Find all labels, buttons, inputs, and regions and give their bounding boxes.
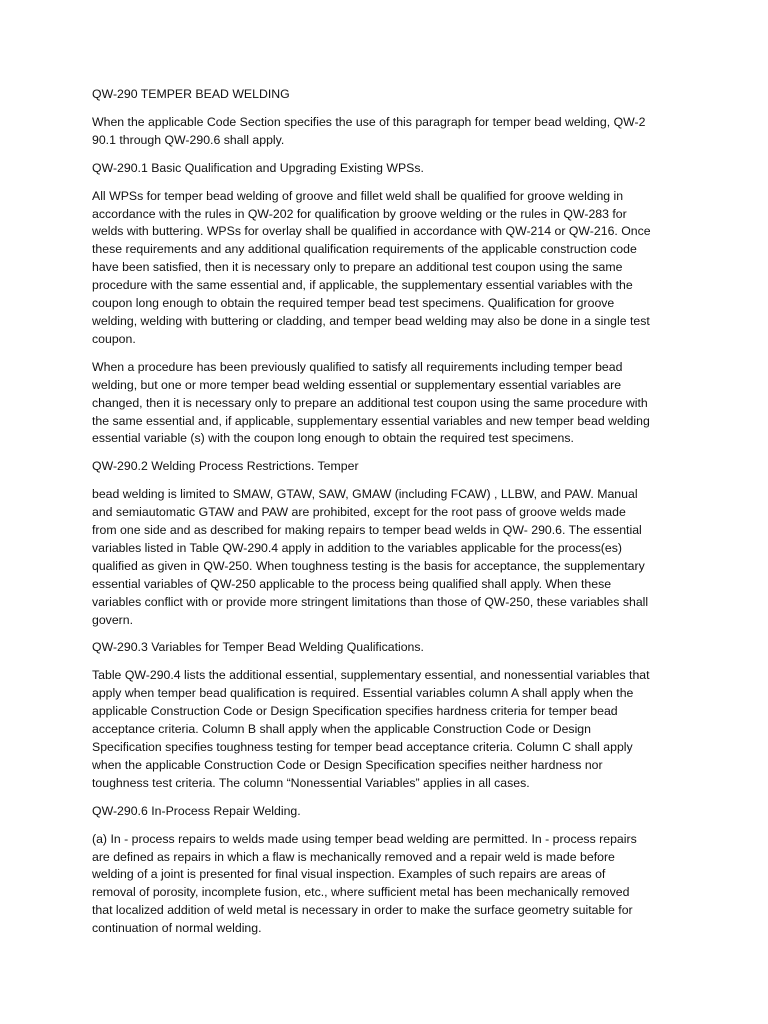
- paragraph-290-1-b: When a procedure has been previously qualified to satisfy all requirements including temper bead welding, but one or more temper bead welding essential or supplementary essential variables are changed, then it is necessary only to prepare an additional test coupon using the same procedure with the same essential and, if applicable, supplementary essential variables and new temper bead welding essential variable (s) with the coupon long enough to obtain the required test specimens.: [92, 359, 650, 446]
- paragraph-290-2: bead welding is limited to SMAW, GTAW, SAW, GMAW (including FCAW) , LLBW, and PAW. Manual and semiautomatic GTAW and PAW are prohibited, except for the root pass of groove welds made from one side and as described for making repairs to temper bead welds in QW- 290.6. The essential variables listed in Table QW-290.4 apply in addition to the variables applicable for the process(es) qualified as given in QW-250. When toughness testing is the basis for acceptance, the supplementary essential variables of QW-250 applicable to the process being qualified shall apply. When these variables conflict with or provide more stringent limitations than those of QW-250, these variables shall govern.: [92, 487, 649, 627]
- section-heading-290-1: QW-290.1 Basic Qualification and Upgrading Existing WPSs.: [92, 160, 424, 175]
- paragraph-290-1-a: All WPSs for temper bead welding of groove and fillet weld shall be qualified for groove welding in accordance with the rules in QW-202 for qualification by groove welding or the rules in QW-283 for welds with buttering. WPSs for overlay shall be qualified in accordance with QW-214 or QW-216. Once these requirements and any additional qualification requirements of the applicable construction code have been satisfied, then it is necessary only to prepare an additional test coupon using the same procedure with the same essential and, if applicable, the supplementary essential variables with the coupon long enough to obtain the required temper bead test specimens. Qualification for groove welding, welding with buttering or cladding, and temper bead welding may also be done in a single test coupon.: [92, 188, 651, 346]
- paragraph-290-3: Table QW-290.4 lists the additional essential, supplementary essential, and nonessential variables that apply when temper bead qualification is required. Essential variables column A shall apply when the applicable Construction Code or Design Specification specifies hardness criteria for temper bead acceptance criteria. Column B shall apply when the applicable Construction Code or Design Specification specifies toughness testing for temper bead acceptance criteria. Column C shall apply when the applicable Construction Code or Design Specification specifies neither hardness nor toughness test criteria. The column “Nonessential Variables” applies in all cases.: [92, 668, 650, 790]
- section-heading-290-6: QW-290.6 In-Process Repair Welding.: [92, 803, 301, 818]
- intro-paragraph: When the applicable Code Section specifies the use of this paragraph for temper bead welding, QW-2 90.1 through QW-290.6 shall apply.: [92, 114, 646, 147]
- document-title: QW-290 TEMPER BEAD WELDING: [92, 87, 290, 101]
- section-heading-290-2: QW-290.2 Welding Process Restrictions. Temper: [92, 459, 359, 474]
- document-page: [92, 86, 652, 948]
- paragraph-290-6-a: (a) In ‐ process repairs to welds made using temper bead welding are permitted. In ‐ process repairs are defined as repairs in which a flaw is mechanically removed and a repair weld is made before welding of a joint is presented for final visual inspection. Examples of such repairs are areas of removal of porosity, incomplete fusion, etc., where sufficient metal has been mechanically removed that localized addition of weld metal is necessary in order to make the surface geometry suitable for continuation of normal welding.: [92, 831, 637, 936]
- section-heading-290-3: QW-290.3 Variables for Temper Bead Welding Qualifications.: [92, 640, 424, 655]
